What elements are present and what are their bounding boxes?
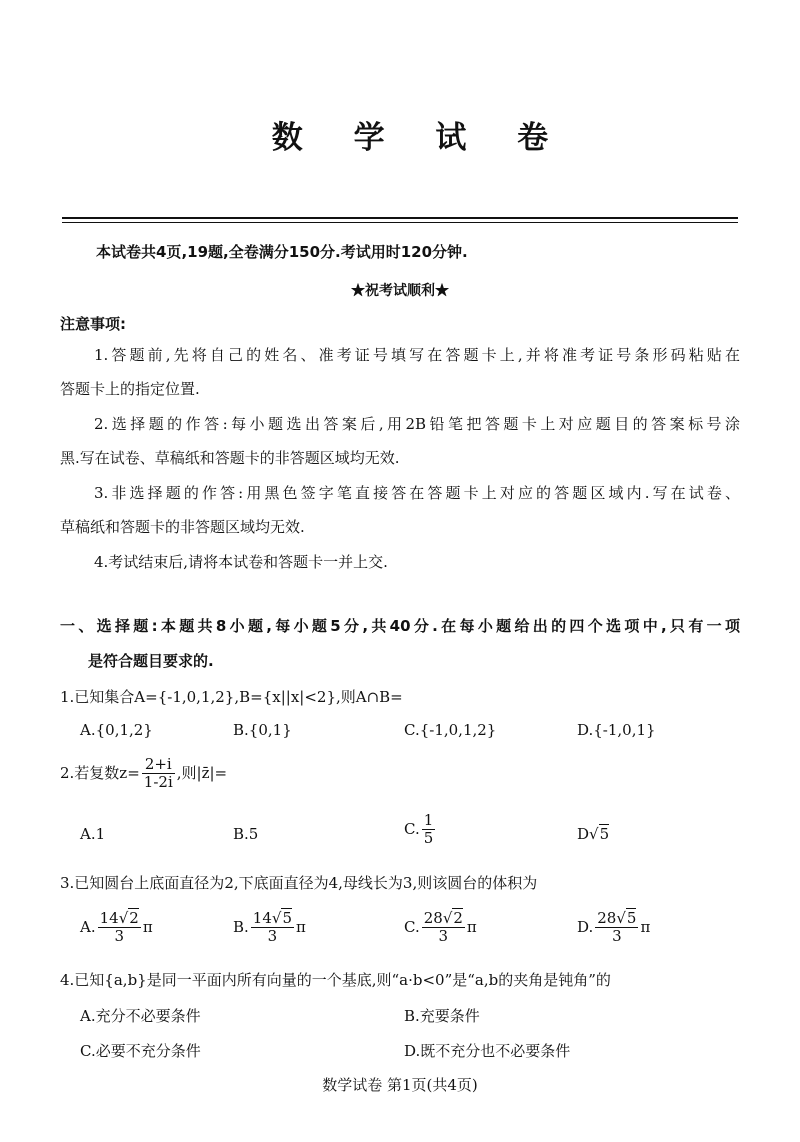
question-2-option-c-label: C. — [404, 819, 420, 838]
option-fraction: $\frac{14√5}{3}$ — [252, 909, 292, 946]
notice-item-3-line1: 3.非选择题的作答:用黑色签字笔直接答在答题卡上对应的答题区域内.写在试卷、 — [94, 484, 740, 502]
pi-symbol: π — [142, 917, 153, 936]
question-2-denominator: 1-2i — [143, 773, 173, 792]
exam-info: 本试卷共4页,19题,全卷满分150分.考试用时120分钟. — [96, 243, 468, 261]
option-fraction: $\frac{14√2}{3}$ — [99, 909, 139, 946]
question-3-option-a — [80, 910, 153, 946]
page-title: 数 学 试 卷 — [271, 120, 569, 156]
question-1-option-c: C.{-1,0,1,2} — [404, 721, 497, 739]
question-2-suffix: ,则|z̄|= — [176, 763, 228, 782]
option-coef: 14 — [99, 909, 119, 927]
option-label: C. — [404, 917, 420, 936]
question-1-option-b: B.{0,1} — [233, 721, 292, 739]
question-4-option-d: D.既不充分也不必要条件 — [404, 1042, 571, 1060]
question-1-stem: 1.已知集合A={-1,0,1,2},B={x||x|<2},则A∩B= — [60, 688, 403, 706]
option-label: D. — [577, 917, 594, 936]
title-divider-thick — [62, 217, 738, 219]
question-4-stem: 4.已知{a,b}是同一平面内所有向量的一个基底,则“a·b<0”是“a,b的夹角是钝角”的 — [60, 971, 611, 989]
title-divider-thin — [62, 222, 738, 223]
notice-item-2-line2: 黑.写在试卷、草稿纸和答题卡的非答题区域均无效. — [60, 449, 400, 467]
option-den: 3 — [438, 927, 449, 946]
option-den: 3 — [612, 927, 622, 946]
option-coef: 28 — [423, 909, 443, 927]
option-fraction: $\frac{28√5}{3}$ — [597, 909, 637, 946]
option-root: 2 — [453, 909, 463, 927]
pi-symbol: π — [296, 917, 306, 936]
question-4-option-a: A.充分不必要条件 — [80, 1007, 201, 1025]
option-root: 5 — [282, 909, 292, 927]
question-1-option-d: D.{-1,0,1} — [577, 721, 656, 739]
question-4-option-c: C.必要不充分条件 — [80, 1042, 201, 1060]
question-2-stem — [60, 756, 227, 792]
notice-heading: 注意事项: — [60, 315, 126, 333]
question-3-option-b — [233, 910, 306, 946]
question-2-option-c-fraction — [422, 812, 436, 848]
question-2-option-d: D√5 — [577, 825, 610, 843]
notice-item-2-line1: 2.选择题的作答:每小题选出答案后,用2B铅笔把答题卡上对应题目的答案标号涂 — [94, 415, 740, 433]
good-luck-banner: ★祝考试顺利★ — [351, 283, 449, 299]
question-2-option-c-num: 1 — [423, 811, 434, 829]
option-coef: 28 — [597, 909, 617, 927]
question-2-option-d-label: D — [577, 825, 590, 843]
notice-item-3-line2: 草稿纸和答题卡的非答题区域均无效. — [60, 518, 305, 536]
question-2-option-c — [404, 812, 437, 848]
notice-item-1-line1: 1.答题前,先将自己的姓名、准考证号填写在答题卡上,并将准考证号条形码粘贴在 — [94, 346, 740, 364]
question-3-option-c — [404, 910, 477, 946]
option-label: B. — [233, 917, 249, 936]
question-2-option-d-root: 5 — [599, 825, 610, 843]
notice-item-4: 4.考试结束后,请将本试卷和答题卡一并上交. — [94, 553, 388, 571]
option-root: 2 — [129, 909, 139, 927]
question-2-option-a: A.1 — [80, 825, 106, 843]
question-2-option-c-den: 5 — [423, 829, 434, 848]
option-coef: 14 — [252, 909, 272, 927]
question-2-numerator: 2+i — [142, 756, 175, 774]
page-footer: 数学试卷 第1页(共4页) — [322, 1076, 478, 1094]
option-den: 3 — [114, 927, 124, 946]
option-label: A. — [80, 917, 96, 936]
question-2-fraction — [142, 756, 175, 792]
question-2-option-b: B.5 — [233, 825, 259, 843]
pi-symbol: π — [640, 917, 651, 936]
option-root: 5 — [626, 909, 637, 927]
question-3-stem: 3.已知圆台上底面直径为2,下底面直径为4,母线长为3,则该圆台的体积为 — [60, 874, 538, 892]
question-1-option-a: A.{0,1,2} — [80, 721, 153, 739]
option-den: 3 — [267, 927, 278, 946]
question-2-prefix: 2.若复数z= — [60, 763, 140, 782]
notice-item-1-line2: 答题卡上的指定位置. — [60, 380, 200, 398]
section-one-heading-cont: 是符合题目要求的. — [88, 652, 214, 670]
option-fraction: $\frac{28√2}{3}$ — [423, 909, 463, 946]
pi-symbol: π — [466, 917, 477, 936]
section-one-heading: 一、选择题:本题共8小题,每小题5分,共40分.在每小题给出的四个选项中,只有一项 — [60, 617, 740, 635]
question-3-option-d — [577, 910, 650, 946]
question-4-option-b: B.充要条件 — [404, 1007, 480, 1025]
